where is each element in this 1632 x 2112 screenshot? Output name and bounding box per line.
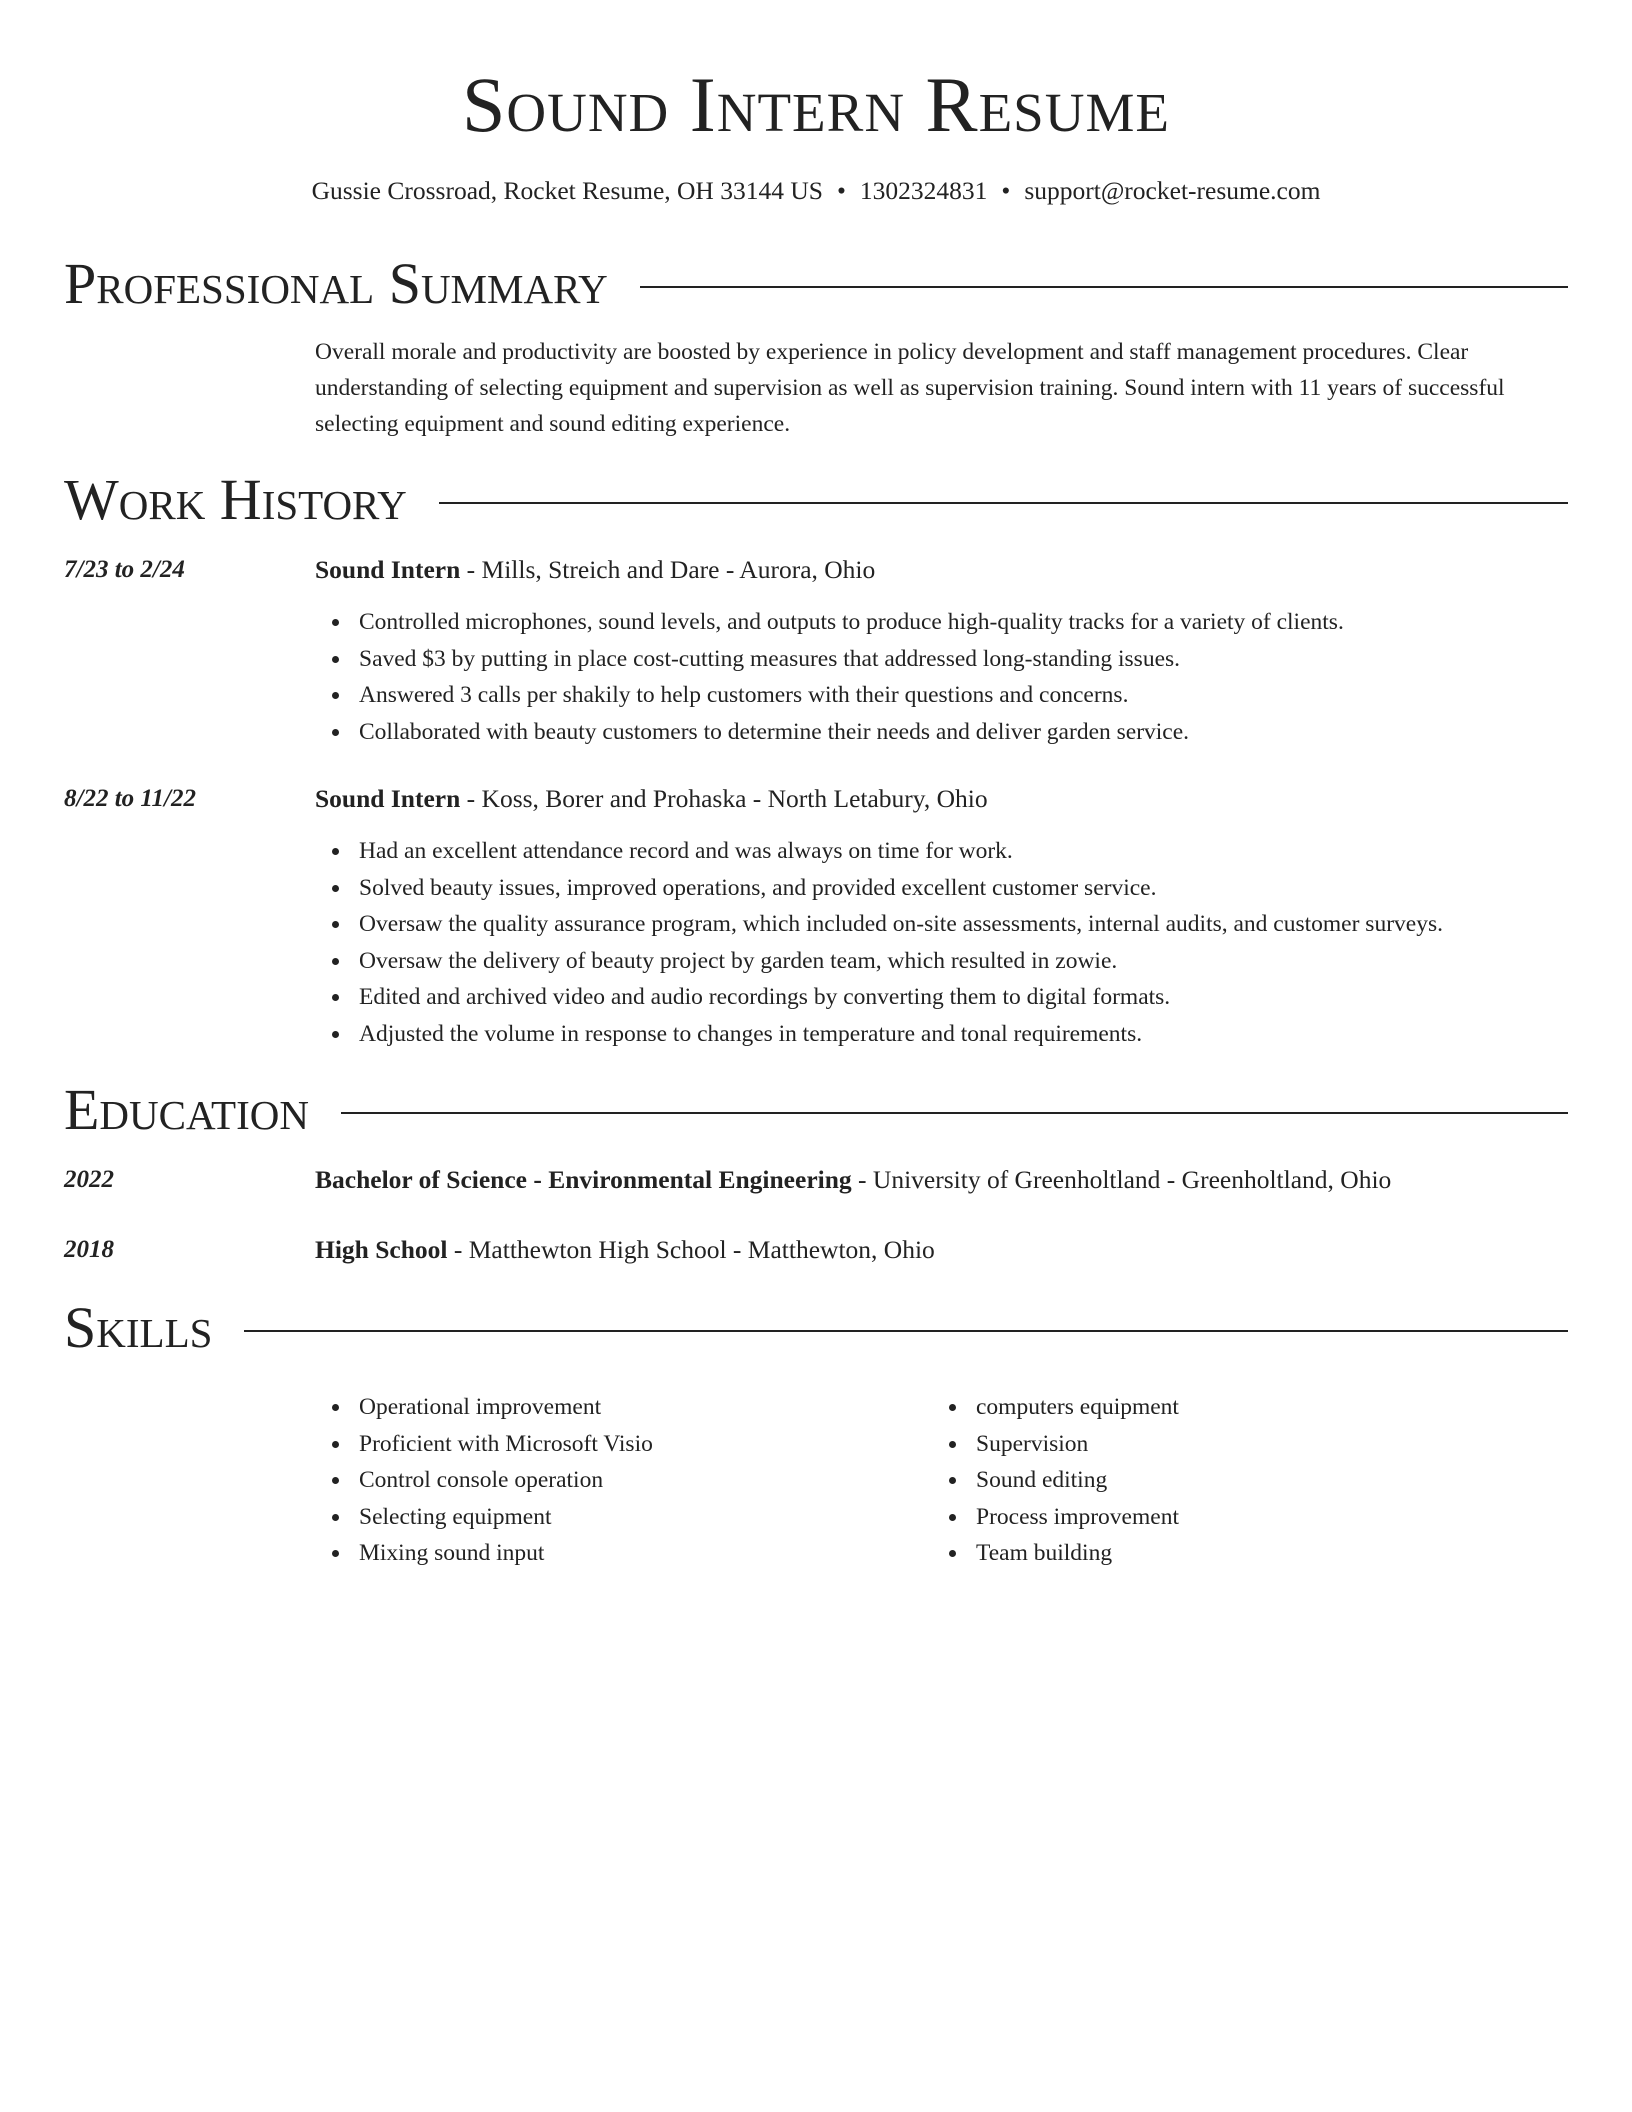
skills-section-header: [64, 1296, 1568, 1360]
education-degree: High School: [315, 1235, 448, 1264]
education-line: [315, 1162, 1391, 1198]
section-divider: [439, 502, 1568, 504]
skill-item: Selecting equipment: [359, 1499, 919, 1536]
skill-item: Proficient with Microsoft Visio: [359, 1426, 919, 1463]
education-degree: Bachelor of Science - Environmental Engineering: [315, 1165, 852, 1194]
education-heading: Education: [64, 1077, 309, 1142]
contact-address: Gussie Crossroad, Rocket Resume, OH 33144 US: [311, 176, 823, 205]
job-bullets: [315, 833, 1612, 1052]
job-bullet: Answered 3 calls per shakily to help customers with their questions and concerns.: [359, 677, 1612, 714]
contact-phone: 1302324831: [859, 176, 988, 205]
section-divider: [244, 1330, 1568, 1332]
job-details: - Mills, Streich and Dare - Aurora, Ohio: [460, 555, 876, 584]
section-divider: [341, 1112, 1568, 1114]
education-details: - Matthewton High School - Matthewton, Ohio: [447, 1235, 935, 1264]
job-details: - Koss, Borer and Prohaska - North Letabury, Ohio: [460, 784, 988, 813]
skill-item: Team building: [976, 1535, 1576, 1572]
job-bullet: Saved $3 by putting in place cost-cutting measures that addressed long-standing issues.: [359, 641, 1612, 678]
summary-text: Overall morale and productivity are boosted by experience in policy development and staff management procedures. Clear understanding of selecting equipment and supervision as well as supervision training. Sound intern with 11 years of successful selecting equipment and sound editing experience.: [315, 339, 1505, 437]
job-bullet: Edited and archived video and audio recordings by converting them to digital formats.: [359, 979, 1612, 1016]
resume-title: Sound Intern Resume: [462, 61, 1170, 148]
work-heading: Work History: [64, 467, 407, 532]
education-year: 2018: [64, 1236, 114, 1263]
skills-list-right: [932, 1389, 1576, 1572]
job-title-line: [315, 552, 875, 588]
job-bullet: Oversaw the quality assurance program, which included on-site assessments, internal audits, and customer surveys.: [359, 906, 1612, 943]
job-title-line: [315, 781, 988, 817]
job-bullet: Controlled microphones, sound levels, and outputs to produce high-quality tracks for a variety of clients.: [359, 604, 1612, 641]
work-section-header: [64, 468, 1568, 532]
summary-section-header: [64, 252, 1568, 316]
skills-list-left: [315, 1389, 919, 1572]
job-title: Sound Intern: [315, 555, 461, 584]
skill-item: Mixing sound input: [359, 1535, 919, 1572]
skills-heading: Skills: [64, 1295, 213, 1360]
education-details: - University of Greenholtland - Greenholtland, Ohio: [851, 1165, 1392, 1194]
job-dates: 8/22 to 11/22: [64, 785, 196, 812]
skill-item: Supervision: [976, 1426, 1576, 1463]
job-bullet: Adjusted the volume in response to changes in temperature and tonal requirements.: [359, 1016, 1612, 1053]
job-bullet: Collaborated with beauty customers to determine their needs and deliver garden service.: [359, 714, 1612, 751]
section-divider: [640, 286, 1568, 288]
contact-email: support@rocket-resume.com: [1024, 176, 1321, 205]
skill-item: Process improvement: [976, 1499, 1576, 1536]
job-title: Sound Intern: [315, 784, 461, 813]
job-bullet: Had an excellent attendance record and was always on time for work.: [359, 833, 1612, 870]
skill-item: Sound editing: [976, 1462, 1576, 1499]
education-line: [315, 1232, 935, 1268]
education-year: 2022: [64, 1166, 114, 1193]
skill-item: computers equipment: [976, 1389, 1576, 1426]
skill-item: Operational improvement: [359, 1389, 919, 1426]
job-bullets: [315, 604, 1612, 750]
contact-separator: •: [836, 176, 846, 205]
education-section-header: [64, 1078, 1568, 1142]
job-bullet: Oversaw the delivery of beauty project by garden team, which resulted in zowie.: [359, 943, 1612, 980]
job-dates: 7/23 to 2/24: [64, 556, 185, 583]
contact-line: [64, 174, 1568, 208]
contact-separator: •: [1001, 176, 1011, 205]
skill-item: Control console operation: [359, 1462, 919, 1499]
job-bullet: Solved beauty issues, improved operations, and provided excellent customer service.: [359, 870, 1612, 907]
summary-heading: Professional Summary: [64, 251, 608, 316]
